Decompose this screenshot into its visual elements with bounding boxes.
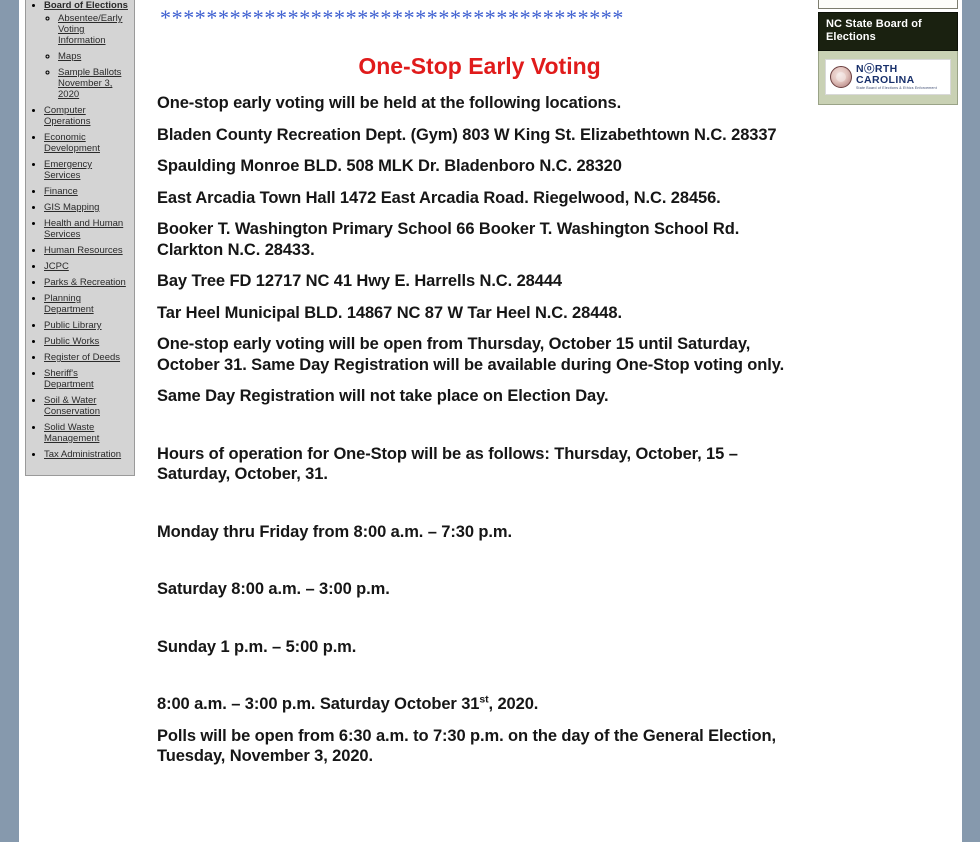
right-sidebar [818,0,958,105]
nav-item-board-of-elections [44,0,130,100]
hours-last-saturday-year: , 2020. [488,695,539,713]
voting-location-5: Bay Tree FD 12717 NC 41 Hwy E. Harrells N.C. 28444 [157,272,562,290]
nav-item-register-of-deeds [44,352,130,363]
voting-location-4: Booker T. Washington Primary School 66 Booker T. Washington School Rd. Clarkton N.C. 28433. [157,220,740,259]
nav-link-planning-department[interactable]: Planning Department [44,293,94,315]
right-decorative-rail [962,0,980,842]
nav-link-solid-waste-management[interactable]: Solid Waste Management [44,422,100,444]
nav-item-jcpc [44,261,130,272]
nav-sublink-absentee-early-voting-information[interactable]: Absentee/Early Voting Information [58,13,123,46]
nav-subitem-absentee-early-voting-information [58,13,130,46]
logo-text-group [856,63,946,91]
department-navigation [25,0,135,476]
nav-link-human-resources[interactable]: Human Resources [44,245,123,256]
asterisk-divider: **************************************** [160,5,624,30]
nav-item-tax-administration [44,449,130,460]
page-title: One-Stop Early Voting [358,53,601,79]
nc-state-board-panel-heading: NC State Board of Elections [818,12,958,51]
nc-state-board-panel-body[interactable] [818,51,958,105]
logo-subtitle: State Board of Elections & Ethics Enforcement [856,86,937,90]
hours-last-saturday [157,694,802,715]
nav-item-planning-department [44,293,130,315]
nav-subitem-sample-ballots-november-3-2020 [58,67,130,100]
hours-weekday: Monday thru Friday from 8:00 a.m. – 7:30 p.m. [157,522,512,541]
nav-list [28,0,130,460]
nav-link-register-of-deeds[interactable]: Register of Deeds [44,352,121,363]
nav-item-public-works [44,336,130,347]
hours-sunday: Sunday 1 p.m. – 5:00 p.m. [157,637,357,656]
north-carolina-sboe-logo[interactable] [825,59,951,95]
voting-location-1: Bladen County Recreation Dept. (Gym) 803 W King St. Elizabethtown N.C. 28337 [157,125,777,144]
nav-link-sheriff-s-department[interactable]: Sheriff's Department [44,368,94,390]
nav-link-economic-development[interactable]: Economic Development [44,132,100,154]
polls-hours-note: Polls will be open from 6:30 a.m. to 7:30 p.m. on the day of the General Election, Tuesday, November 3, 2020. [157,726,776,765]
nav-item-public-library [44,320,130,331]
nav-link-soil-water-conservation[interactable]: Soil & Water Conservation [44,395,100,417]
nav-item-human-resources [44,245,130,256]
intro-paragraph: One-stop early voting will be held at the following locations. [157,94,622,112]
nav-link-computer-operations[interactable]: Computer Operations [44,105,91,127]
nav-item-soil-water-conservation [44,395,130,417]
voting-location-6: Tar Heel Municipal BLD. 14867 NC 87 W Tar Heel N.C. 28448. [157,303,622,322]
nav-link-finance[interactable]: Finance [44,186,78,197]
hours-last-saturday-text: 8:00 a.m. – 3:00 p.m. Saturday October 31 [157,695,480,713]
nav-item-solid-waste-management [44,422,130,444]
nav-sublink-maps[interactable]: Maps [58,51,82,62]
nav-item-economic-development [44,132,130,154]
nav-link-gis-mapping[interactable]: GIS Mapping [44,202,100,213]
nav-link-jcpc[interactable]: JCPC [44,261,69,272]
nav-link-public-library[interactable]: Public Library [44,320,102,331]
nav-item-emergency-services [44,159,130,181]
nav-item-finance [44,186,130,197]
nav-item-sheriff-s-department [44,368,130,390]
nav-link-emergency-services[interactable]: Emergency Services [44,159,93,181]
hours-saturday: Saturday 8:00 a.m. – 3:00 p.m. [157,580,390,598]
nav-item-parks-recreation [44,277,130,288]
nav-sublist-board-of-elections [44,13,130,100]
voting-location-2: Spaulding Monroe BLD. 508 MLK Dr. Bladenboro N.C. 28320 [157,157,622,175]
hours-heading: Hours of operation for One-Stop will be as follows: Thursday, October, 15 – Saturday, October, 31. [157,444,738,483]
state-seal-icon [830,66,852,88]
main-content [157,0,802,778]
voting-dates-note: One-stop early voting will be open from Thursday, October 15 until Saturday, October 31. Same Day Registration will be available during One-Stop voting only. [157,335,785,374]
nav-sublink-sample-ballots-november-3-2020[interactable]: Sample Ballots November 3, 2020 [58,67,122,100]
nav-item-health-and-human-services [44,218,130,240]
left-decorative-rail [0,0,19,842]
nav-item-computer-operations [44,105,130,127]
nav-item-gis-mapping [44,202,130,213]
nav-link-health-and-human-services[interactable]: Health and Human Services [44,218,124,240]
same-day-registration-note: Same Day Registration will not take place on Election Day. [157,387,609,405]
voting-location-3: East Arcadia Town Hall 1472 East Arcadia Road. Riegelwood, N.C. 28456. [157,188,721,207]
partial-panel-stub [818,0,958,9]
ordinal-suffix: st [479,693,489,706]
nav-link-tax-administration[interactable]: Tax Administration [44,449,122,460]
nav-link-public-works[interactable]: Public Works [44,336,100,347]
logo-title: NⓞRTH CAROLINA [856,63,915,86]
nav-link-board-of-elections[interactable]: Board of Elections [44,0,128,11]
nav-subitem-maps [58,51,130,62]
nav-link-parks-recreation[interactable]: Parks & Recreation [44,277,126,288]
